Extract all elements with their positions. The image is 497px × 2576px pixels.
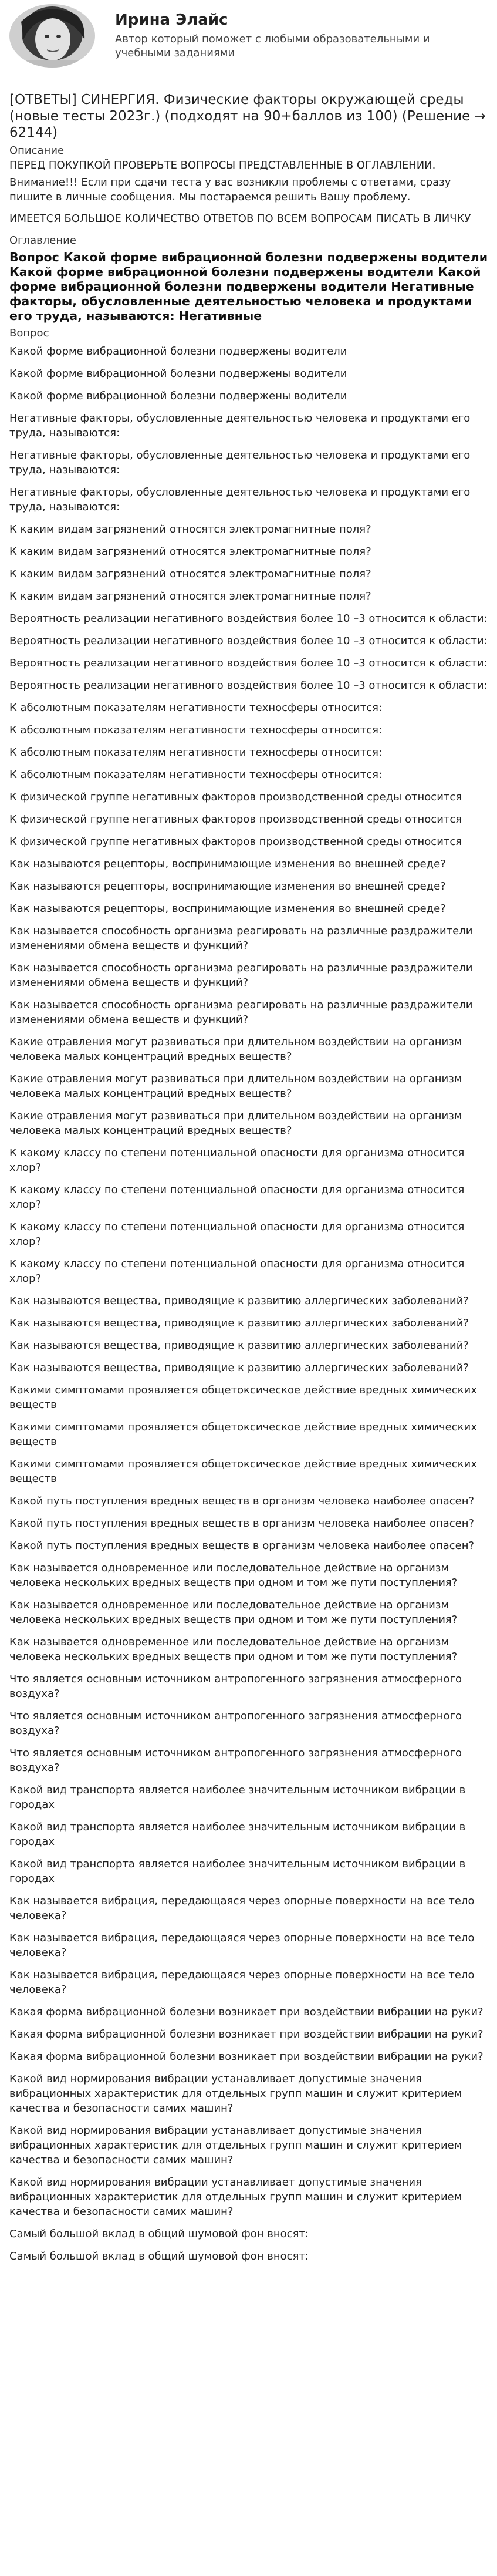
question-item: Как называется способность организма реагировать на различные раздражители изменениями обмена веществ и функций? xyxy=(9,962,473,989)
question-list xyxy=(9,344,489,2264)
question-item: К каким видам загрязнений относятся электромагнитные поля? xyxy=(9,568,371,580)
toc-heading: Вопрос Какой форме вибрационной болезни подвержены водители Какой форме вибрационной болезни подвержены водители Какой форме вибрационной болезни подвержены водители Негативные факторы, обусловленные деятельностью человека и продуктами его труда, называются: Негативные xyxy=(9,250,488,323)
question-item: Вероятность реализации негативного воздействия более 10 –3 относится к области: xyxy=(9,635,488,647)
question-item: Что является основным источником антропогенного загрязнения атмосферного воздуха? xyxy=(9,1673,462,1700)
question-item: Какая форма вибрационной болезни возникает при воздействии вибрации на руки? xyxy=(9,2028,484,2040)
question-item: К какому классу по степени потенциальной опасности для организма относится хлор? xyxy=(9,1258,465,1285)
question-item: К какому классу по степени потенциальной опасности для организма относится хлор? xyxy=(9,1221,465,1248)
question-item: Какими симптомами проявляется общетоксическое действие вредных химических веществ xyxy=(9,1384,477,1411)
question-item: Какой вид транспорта является наиболее значительным источником вибрации в городах xyxy=(9,1784,466,1811)
question-item: Как называются вещества, приводящие к развитию аллергических заболеваний? xyxy=(9,1295,469,1307)
question-item: Как называется способность организма реагировать на различные раздражители изменениями обмена веществ и функций? xyxy=(9,999,473,1026)
question-item: Как называются рецепторы, воспринимающие изменения во внешней среде? xyxy=(9,880,446,893)
toc-label: Оглавление xyxy=(9,234,76,247)
question-item: Какие отравления могут развиваться при длительном воздействии на организм человека малых концентраций вредных веществ? xyxy=(9,1036,462,1063)
question-item: Какой вид нормирования вибрации устанавливает допустимые значения вибрационных характеристик для отдельных групп машин и служит критерием качества и безопасности самих машин? xyxy=(9,2124,462,2166)
author-name[interactable]: Ирина Элайс xyxy=(115,11,228,29)
question-item: Как называется одновременное или последовательное действие на организм человека нескольких вредных веществ при одном и том же пути поступления? xyxy=(9,1599,458,1626)
question-item: К абсолютным показателям негативности техносферы относится: xyxy=(9,746,383,759)
question-item: Как называются вещества, приводящие к развитию аллергических заболеваний? xyxy=(9,1362,469,1374)
question-item: Как называется одновременное или последовательное действие на организм человека нескольких вредных веществ при одном и том же пути поступления? xyxy=(9,1636,458,1663)
question-item: Какой форме вибрационной болезни подвержены водители xyxy=(9,345,347,358)
question-item: Как называется способность организма реагировать на различные раздражители изменениями обмена веществ и функций? xyxy=(9,925,473,952)
question-item: Какой вид транспорта является наиболее значительным источником вибрации в городах xyxy=(9,1821,466,1848)
avatar-photo-icon xyxy=(9,4,95,68)
question-item: Какая форма вибрационной болезни возникает при воздействии вибрации на руки? xyxy=(9,2006,484,2018)
question-item: Что является основным источником антропогенного загрязнения атмосферного воздуха? xyxy=(9,1710,462,1737)
question-item: Как называется вибрация, передающаяся через опорные поверхности на все тело человека? xyxy=(9,1969,475,1996)
question-item: К абсолютным показателям негативности техносферы относится: xyxy=(9,702,383,714)
question-item: Самый большой вклад в общий шумовой фон вносят: xyxy=(9,2228,309,2240)
question-item: Как называется вибрация, передающаяся через опорные поверхности на все тело человека? xyxy=(9,1932,475,1959)
question-item: Какой вид нормирования вибрации устанавливает допустимые значения вибрационных характеристик для отдельных групп машин и служит критерием качества и безопасности самих машин? xyxy=(9,2073,462,2114)
question-item: К какому классу по степени потенциальной опасности для организма относится хлор? xyxy=(9,1147,465,1174)
question-item: Какой форме вибрационной болезни подвержены водители xyxy=(9,368,347,380)
question-item: К каким видам загрязнений относятся электромагнитные поля? xyxy=(9,523,371,536)
page-title: [ОТВЕТЫ] СИНЕРГИЯ. Физические факторы окружающей среды (новые тесты 2023г.) (подходят на 90+баллов из 100) (Решение → 62144) xyxy=(9,92,486,140)
question-item: Какими симптомами проявляется общетоксическое действие вредных химических веществ xyxy=(9,1458,477,1485)
question-item: Какой вид транспорта является наиболее значительным источником вибрации в городах xyxy=(9,1858,466,1885)
author-info xyxy=(115,11,467,60)
question-item: Что является основным источником антропогенного загрязнения атмосферного воздуха? xyxy=(9,1747,462,1774)
question-item: К физической группе негативных факторов производственной среды относится xyxy=(9,813,462,826)
question-item: Какой путь поступления вредных веществ в организм человека наиболее опасен? xyxy=(9,1517,475,1530)
question-item: Негативные факторы, обусловленные деятельностью человека и продуктами его труда, называются: xyxy=(9,412,471,439)
question-item: Негативные факторы, обусловленные деятельностью человека и продуктами его труда, называются: xyxy=(9,449,471,476)
author-card xyxy=(9,0,489,72)
question-item: Какие отравления могут развиваться при длительном воздействии на организм человека малых концентраций вредных веществ? xyxy=(9,1073,462,1100)
question-item: Вероятность реализации негативного воздействия более 10 –3 относится к области: xyxy=(9,612,488,625)
question-item: Какие отравления могут развиваться при длительном воздействии на организм человека малых концентраций вредных веществ? xyxy=(9,1110,462,1137)
description-line: ПЕРЕД ПОКУПКОЙ ПРОВЕРЬТЕ ВОПРОСЫ ПРЕДСТАВЛЕННЫЕ В ОГЛАВЛЕНИИ. xyxy=(9,159,436,171)
question-item: Как называется одновременное или последовательное действие на организм человека нескольких вредных веществ при одном и том же пути поступления? xyxy=(9,1562,458,1589)
question-item: Как называются вещества, приводящие к развитию аллергических заболеваний? xyxy=(9,1339,469,1352)
question-item: К абсолютным показателям негативности техносферы относится: xyxy=(9,724,383,736)
avatar[interactable] xyxy=(9,4,95,68)
question-item: К каким видам загрязнений относятся электромагнитные поля? xyxy=(9,545,371,558)
question-item: К какому классу по степени потенциальной опасности для организма относится хлор? xyxy=(9,1184,465,1211)
question-item: Самый большой вклад в общий шумовой фон вносят: xyxy=(9,2250,309,2262)
question-item: Какими симптомами проявляется общетоксическое действие вредных химических веществ xyxy=(9,1421,477,1448)
question-item: Вероятность реализации негативного воздействия более 10 –3 относится к области: xyxy=(9,657,488,669)
question-item: Какой путь поступления вредных веществ в организм человека наиболее опасен? xyxy=(9,1495,475,1507)
question-item: К физической группе негативных факторов производственной среды относится xyxy=(9,836,462,848)
description-line: Внимание!!! Если при сдачи теста у вас возникли проблемы с ответами, сразу пишите в личные сообщения. Мы постараемся решить Вашу проблему. xyxy=(9,176,451,203)
question-item: Какой форме вибрационной болезни подвержены водители xyxy=(9,390,347,402)
question-item: Негативные факторы, обусловленные деятельностью человека и продуктами его труда, называются: xyxy=(9,486,471,513)
question-item: Вероятность реализации негативного воздействия более 10 –3 относится к области: xyxy=(9,679,488,692)
author-description: Автор который поможет с любыми образовательными и учебными заданиями xyxy=(115,33,430,59)
question-item: К каким видам загрязнений относятся электромагнитные поля? xyxy=(9,590,371,602)
description-line: ИМЕЕТСЯ БОЛЬШОЕ КОЛИЧЕСТВО ОТВЕТОВ ПО ВСЕМ ВОПРОСАМ ПИСАТЬ В ЛИЧКУ xyxy=(9,213,471,225)
question-item: Как называются рецепторы, воспринимающие изменения во внешней среде? xyxy=(9,858,446,870)
description-label: Описание xyxy=(9,144,65,157)
question-item: Какой путь поступления вредных веществ в организм человека наиболее опасен? xyxy=(9,1540,475,1552)
question-item: К физической группе негативных факторов производственной среды относится xyxy=(9,791,462,803)
question-item: Как называются рецепторы, воспринимающие изменения во внешней среде? xyxy=(9,903,446,915)
question-item: Какая форма вибрационной болезни возникает при воздействии вибрации на руки? xyxy=(9,2050,484,2063)
toc-sub-label: Вопрос xyxy=(9,327,49,339)
question-item: Как называются вещества, приводящие к развитию аллергических заболеваний? xyxy=(9,1317,469,1329)
question-item: Как называется вибрация, передающаяся через опорные поверхности на все тело человека? xyxy=(9,1895,475,1922)
question-item: Какой вид нормирования вибрации устанавливает допустимые значения вибрационных характеристик для отдельных групп машин и служит критерием качества и безопасности самих машин? xyxy=(9,2176,462,2218)
question-item: К абсолютным показателям негативности техносферы относится: xyxy=(9,769,383,781)
